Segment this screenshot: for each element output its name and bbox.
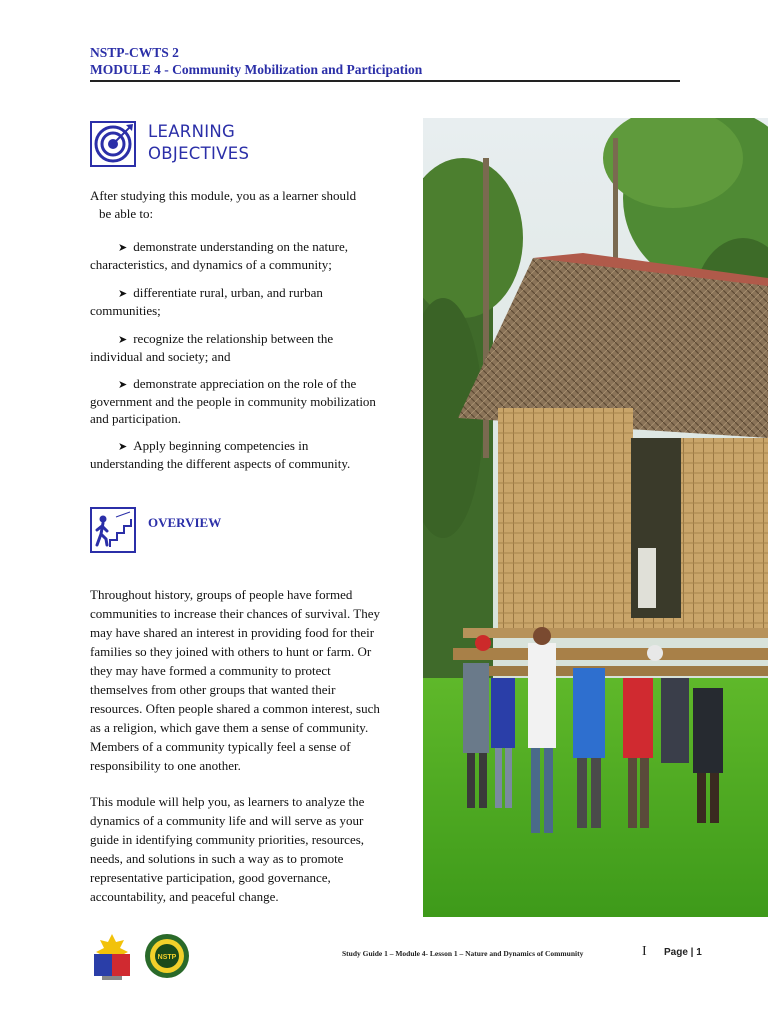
objective-item bbox=[90, 437, 390, 472]
objectives-intro bbox=[90, 187, 390, 223]
objective-text: differentiate rural, urban, and rurban bbox=[133, 285, 323, 300]
heading-line-1: LEARNING bbox=[148, 122, 236, 141]
objective-text-cont: characteristics, and dynamics of a community; bbox=[90, 257, 332, 272]
objective-text-cont: communities; bbox=[90, 303, 161, 318]
intro-line-2: be able to: bbox=[99, 206, 154, 221]
footer-separator: I bbox=[642, 944, 647, 959]
footer-logos bbox=[90, 932, 200, 987]
nstp-seal-text: NSTP bbox=[157, 954, 177, 961]
objective-text: Apply beginning competencies in bbox=[133, 438, 309, 453]
page-number: Page | 1 bbox=[664, 947, 702, 958]
overview-paragraph-1: Throughout history, groups of people have formed communities to increase their chances of survival. They may have shared an interest in providing food for their families so they joined with others to hunt or farm. Or they may have formed a community to protect themselves from other groups that wanted their resources. Often people shared a common interest, such as a religion, which gave them a sense of community. Members of a community typically feel a sense of responsibility to one another. bbox=[90, 587, 380, 773]
course-code: NSTP-CWTS 2 bbox=[90, 45, 179, 60]
school-seal-logo bbox=[94, 934, 130, 980]
module-title: MODULE 4 - Community Mobilization and Participation bbox=[90, 62, 423, 77]
intro-line-1: After studying this module, you as a learner should bbox=[90, 188, 357, 203]
objective-text: recognize the relationship between the bbox=[133, 331, 334, 346]
objective-item bbox=[90, 330, 390, 365]
header-divider bbox=[90, 80, 680, 82]
arrow-bullet-icon: ➤ bbox=[118, 440, 128, 453]
arrow-bullet-icon: ➤ bbox=[118, 241, 128, 254]
document-header bbox=[90, 44, 422, 78]
target-icon bbox=[90, 121, 136, 167]
objective-item bbox=[90, 238, 390, 273]
objective-item bbox=[90, 375, 390, 427]
objective-text: demonstrate appreciation on the role of the bbox=[133, 376, 357, 391]
heading-line-2: OBJECTIVES bbox=[148, 144, 250, 163]
learning-objectives-heading bbox=[148, 121, 249, 165]
objective-text: demonstrate understanding on the nature, bbox=[133, 239, 349, 254]
objective-text-cont: government and the people in community mobilization and participation. bbox=[90, 394, 376, 426]
objective-item bbox=[90, 284, 390, 319]
arrow-bullet-icon: ➤ bbox=[118, 287, 128, 300]
overview-paragraph-2: This module will help you, as learners to analyze the dynamics of a community life and will serve as your guide in identifying community priorities, resources, needs, and solutions in such a way as to promote representative participation, good governance, accountability, and peaceful change. bbox=[90, 794, 365, 904]
footer-study-guide: Study Guide 1 – Module 4- Lesson 1 – Nature and Dynamics of Community bbox=[342, 949, 584, 958]
objective-text-cont: understanding the different aspects of community. bbox=[90, 456, 351, 471]
objective-text-cont: individual and society; and bbox=[90, 349, 231, 364]
bayanihan-photo bbox=[423, 118, 768, 917]
person-climbing-stairs-icon bbox=[90, 507, 136, 553]
overview-heading: OVERVIEW bbox=[148, 515, 222, 530]
arrow-bullet-icon: ➤ bbox=[118, 333, 128, 346]
arrow-bullet-icon: ➤ bbox=[118, 378, 128, 391]
